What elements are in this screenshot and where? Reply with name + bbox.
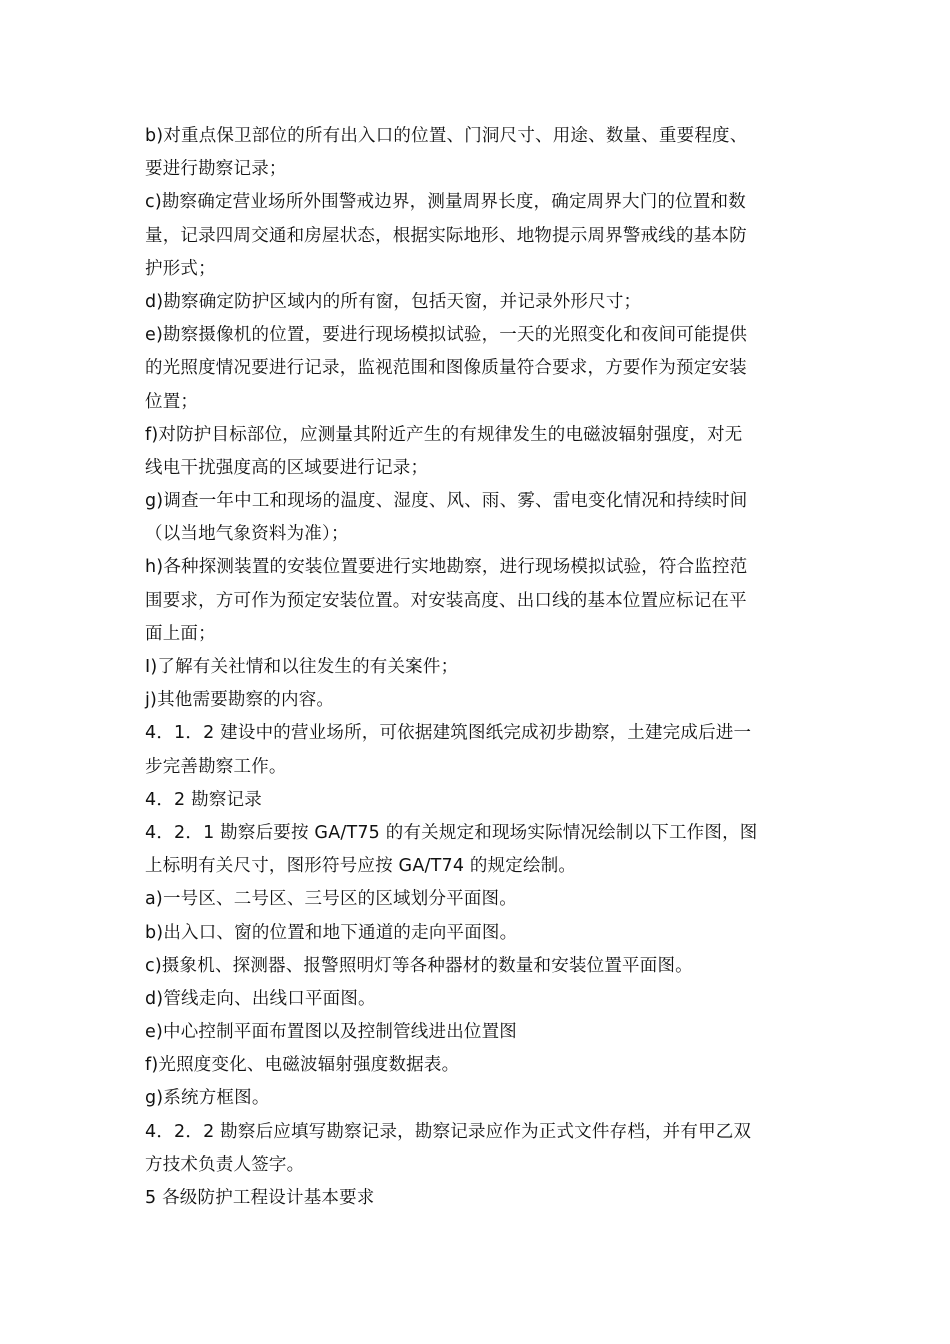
text-line: （以当地气象资料为准）； bbox=[145, 524, 349, 545]
text-line: d)勘察确定防护区域内的所有窗，包括天窗，并记录外形尺寸； bbox=[145, 291, 642, 312]
text-line: c)勘察确定营业场所外围警戒边界，测量周界长度，确定周界大门的位置和数 bbox=[145, 192, 746, 213]
text-line: h)各种探测装置的安装位置要进行实地勘察，进行现场模拟试验，符合监控范 bbox=[145, 557, 748, 578]
text-line: e)勘察摄像机的位置，要进行现场模拟试验，一天的光照变化和夜间可能提供 bbox=[145, 325, 748, 346]
text-line: 位置； bbox=[145, 391, 199, 412]
text-line: 护形式； bbox=[145, 258, 216, 279]
text-line: 方技术负责人签字。 bbox=[145, 1154, 305, 1175]
text-line: 上标明有关尺寸，图形符号应按 GA/T74 的规定绘制。 bbox=[145, 856, 577, 877]
text-line: b)对重点保卫部位的所有出入口的位置、门洞尺寸、用途、数量、重要程度、 bbox=[145, 126, 748, 146]
text-line: d)管线走向、出线口平面图。 bbox=[145, 988, 376, 1009]
text-line: g)系统方框图。 bbox=[145, 1088, 270, 1109]
text-line: f)对防护目标部位，应测量其附近产生的有规律发生的电磁波辐射强度，对无 bbox=[145, 424, 743, 445]
text-line: 步完善勘察工作。 bbox=[145, 756, 287, 777]
text-line: e)中心控制平面布置图以及控制管线进出位置图 bbox=[145, 1022, 517, 1043]
text-line: 线电干扰强度高的区域要进行记录； bbox=[145, 457, 429, 478]
text-line: 面上面； bbox=[145, 623, 216, 644]
text-line: 4．1．2 建设中的营业场所，可依据建筑图纸完成初步勘察，土建完成后进一 bbox=[145, 723, 752, 744]
text-line: I)了解有关社情和以往发生的有关案件； bbox=[145, 657, 459, 677]
text-line: 围要求，方可作为预定安装位置。对安装高度、出口线的基本位置应标记在平 bbox=[145, 590, 747, 611]
text-line: 量，记录四周交通和房屋状态，根据实际地形、地物提示周界警戒线的基本防 bbox=[145, 225, 747, 246]
section-heading: 4．2 勘察记录 bbox=[145, 789, 262, 810]
document-body bbox=[145, 120, 805, 1215]
text-line: b)出入口、窗的位置和地下通道的走向平面图。 bbox=[145, 922, 518, 943]
text-line: c)摄象机、探测器、报警照明灯等各种器材的数量和安装位置平面图。 bbox=[145, 955, 693, 976]
section-heading: 5 各级防护工程设计基本要求 bbox=[145, 1188, 375, 1208]
text-line: 的光照度情况要进行记录，监视范围和图像质量符合要求，方要作为预定安装 bbox=[145, 358, 747, 379]
text-line: 要进行勘察记录； bbox=[145, 159, 287, 180]
text-line: a)一号区、二号区、三号区的区域划分平面图。 bbox=[145, 889, 517, 910]
text-line: g)调查一年中工和现场的温度、湿度、风、雨、雾、雷电变化情况和持续时间 bbox=[145, 491, 748, 512]
text-line: f)光照度变化、电磁波辐射强度数据表。 bbox=[145, 1055, 460, 1076]
text-line: 4．2．1 勘察后要按 GA/T75 的有关规定和现场实际情况绘制以下工作图，图 bbox=[145, 822, 758, 843]
text-line: 4．2．2 勘察后应填写勘察记录，勘察记录应作为正式文件存档，并有甲乙双 bbox=[145, 1121, 752, 1142]
text-line: j)其他需要勘察的内容。 bbox=[145, 690, 335, 711]
